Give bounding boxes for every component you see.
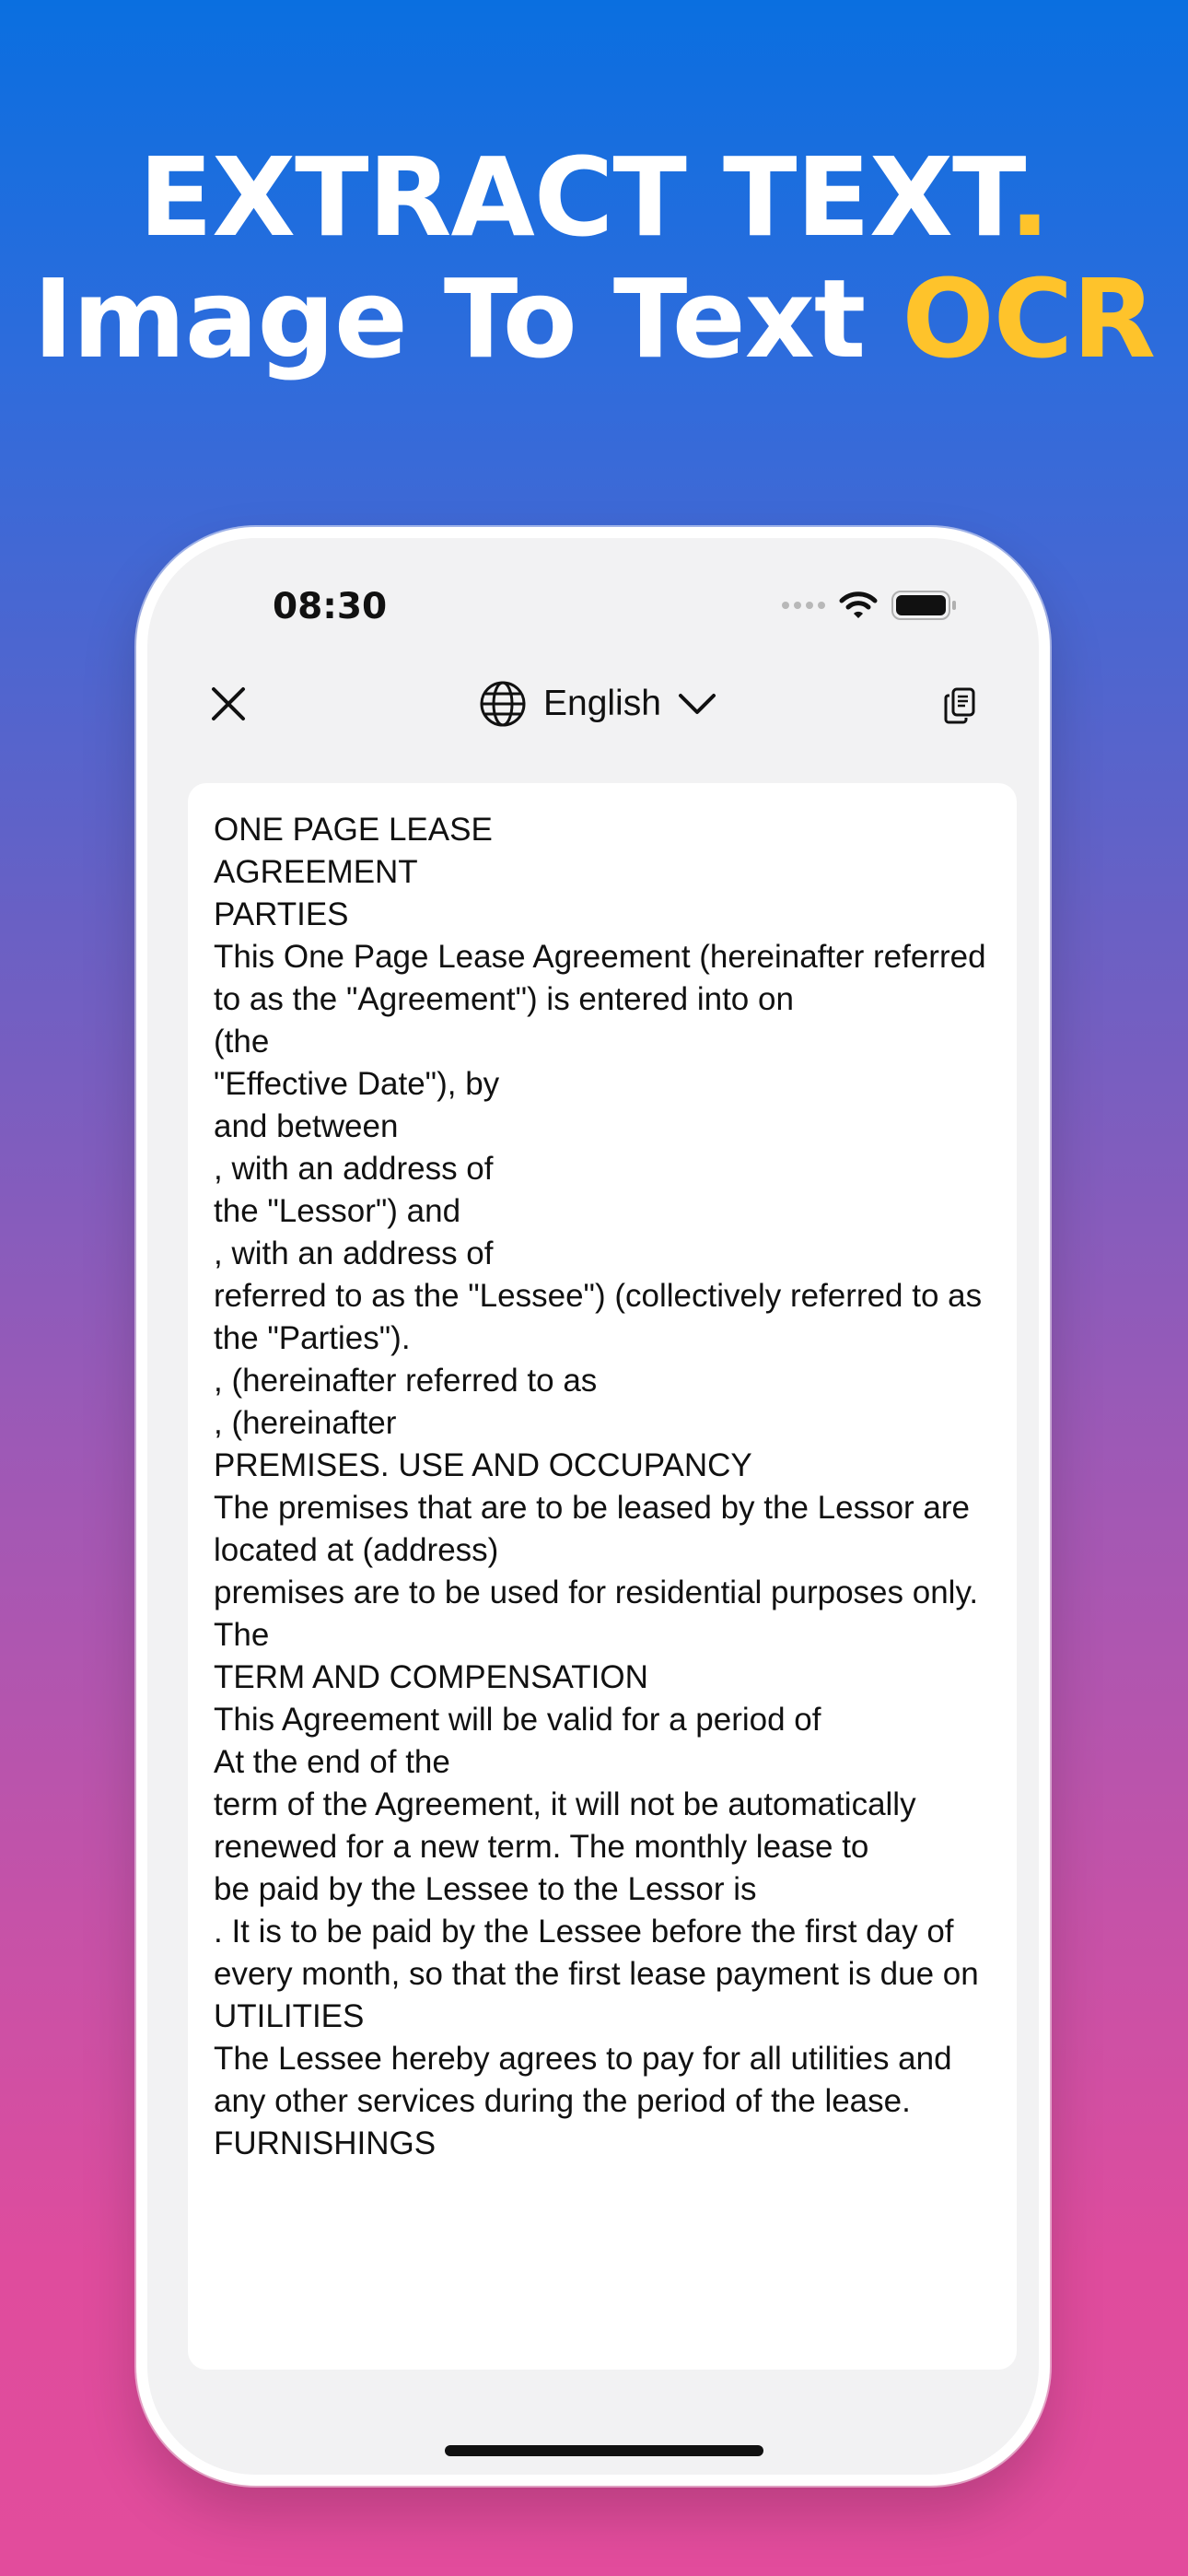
headline-line-2: Image To Text OCR [32,255,1156,382]
top-navbar [147,658,1039,750]
wifi-icon [838,590,879,621]
recognized-text-card [188,783,1017,2370]
status-time: 08:30 [273,586,388,627]
copy-icon [943,686,976,725]
recognized-text[interactable]: ONE PAGE LEASE AGREEMENT PARTIES This One Page Lease Agreement (hereinafter referred to as the "Agreement") is entered into on (the "Effective Date"), by and between , with an address of the "Lessor") and , with an address of referred to as the "Lessee") (collectively referred to as the "Parties"). , (hereinafter referred to as , (hereinafter PREMISES. USE AND OCCUPANCY The premises that are to be leased by the Lessor are located at (address) premises are to be used for residential purposes only. The TERM AND COMPENSATION This Agreement will be valid for a period of At the end of the term of the Agreement, it will not be automatically renewed for a new term. The monthly lease to be paid by the Lessee to the Lessor is . It is to be paid by the Lessee before the first day of every month, so that the first lease payment is due on UTILITIES The Lessee hereby agrees to pay for all utilities and any other services during the period of the lease. FURNISHINGS [214,812,986,2161]
signal-icon [782,602,825,609]
copy-button[interactable] [936,682,984,730]
app-screen [147,538,1039,2475]
home-indicator [445,2445,763,2456]
close-icon [208,684,249,724]
phone-frame [136,527,1050,2486]
headline-line-1: EXTRACT TEXT. [138,134,1050,261]
language-label: English [543,684,661,723]
status-icons [782,582,958,628]
close-button[interactable] [203,678,254,730]
headline-accent-ocr: OCR [902,255,1156,382]
headline-accent-dot: . [1008,134,1050,261]
headline [0,136,1188,380]
globe-icon [479,680,527,728]
battery-icon [891,590,958,621]
chevron-down-icon [678,692,716,716]
language-selector[interactable] [479,674,716,733]
